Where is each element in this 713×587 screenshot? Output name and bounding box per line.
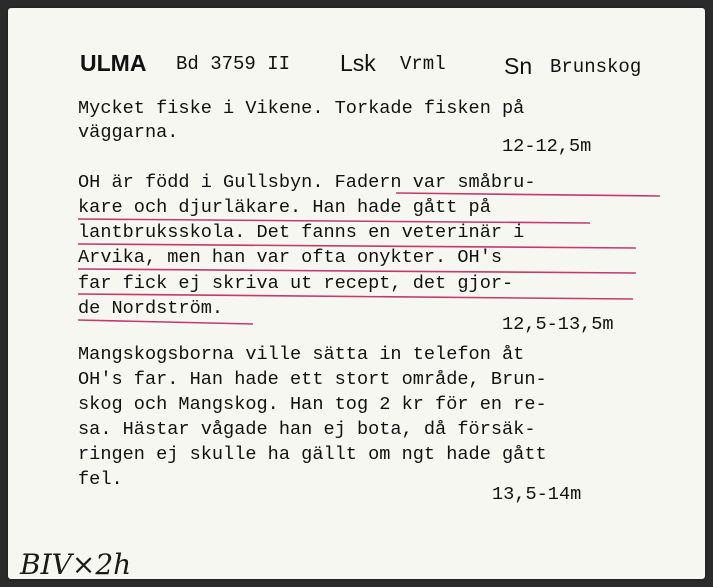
text-line: OH's far. Han hade ett stort område, Brun- [78, 369, 547, 390]
recording-reference: 13,5-14m [492, 484, 582, 505]
handwritten-shelf-mark: BIV×2h [20, 548, 132, 579]
card-header [80, 44, 680, 84]
district-label: Lsk [340, 50, 376, 76]
text-line: Arvika, men han var ofta onykter. OH's [78, 247, 503, 268]
paragraph-telephone [78, 344, 668, 524]
text-line: lantbruksskola. Det fanns en veterinär i [78, 222, 525, 243]
text-line: Mycket fiske i Vikene. Torkade fisken på [78, 98, 525, 119]
recording-reference: 12,5-13,5m [502, 314, 614, 335]
paragraph-fishing [78, 98, 668, 168]
archive-card [8, 8, 705, 579]
archive-name: ULMA [80, 50, 147, 76]
text-line: far fick ej skriva ut recept, det gjor- [78, 273, 514, 294]
recording-reference: 12-12,5m [502, 136, 592, 157]
text-line: ringen ej skulle ha gällt om ngt hade gått [78, 444, 547, 465]
volume-reference: Bd 3759 II [176, 53, 291, 75]
text-line: sa. Hästar vågade han ej bota, då försäk- [78, 419, 536, 440]
text-line: väggarna. [78, 122, 179, 143]
parish-name: Brunskog [550, 56, 642, 78]
text-line: de Nordström. [78, 298, 224, 319]
text-line: OH är född i Gullsbyn. Fadern var småbru- [78, 172, 536, 193]
text-line: skog och Mangskog. Han tog 2 kr för en re- [78, 394, 547, 415]
text-line: fel. [78, 469, 123, 490]
paragraph-veterinarian [78, 172, 668, 352]
text-line: kare och djurläkare. Han hade gått på [78, 197, 491, 218]
district-name: Vrml [400, 53, 446, 75]
parish-label: Sn [504, 53, 533, 79]
text-line: Mangskogsborna ville sätta in telefon åt [78, 344, 525, 365]
